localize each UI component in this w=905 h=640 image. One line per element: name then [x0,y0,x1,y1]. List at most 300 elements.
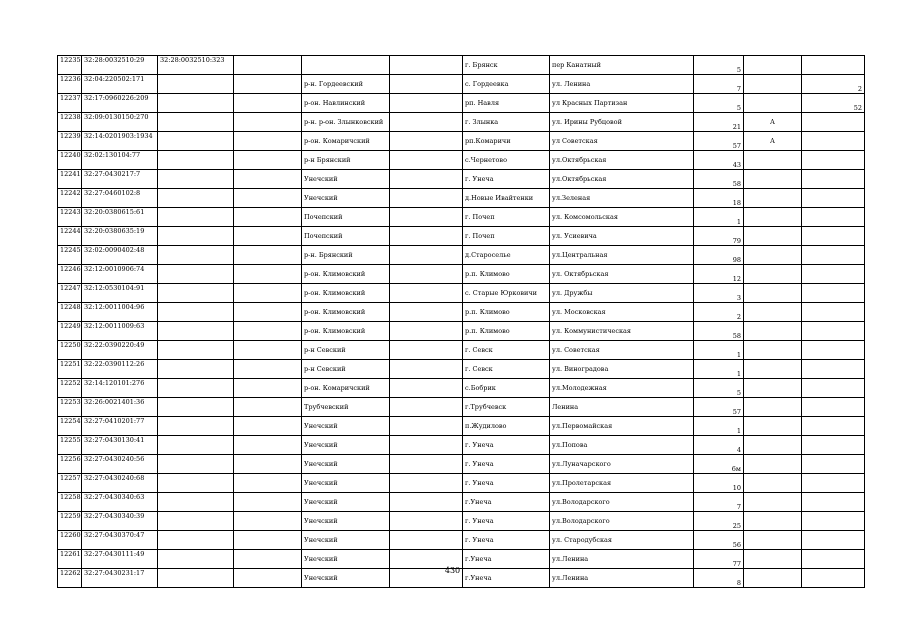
empty-cell [390,94,463,113]
street-cell: ул Советская [550,132,694,151]
empty-cell [390,208,463,227]
house-letter-cell [744,151,802,170]
house-number-cell: 8 [694,569,744,588]
district-cell [302,56,390,75]
empty-cell [234,265,302,284]
record-number-cell: 12259 [58,512,82,531]
table-row [58,151,865,170]
table-row [58,94,865,113]
parent-cadastral-number-cell [158,417,234,436]
house-number-cell: 79 [694,227,744,246]
house-number-cell: 77 [694,550,744,569]
street-cell: ул.Октябрьская [550,170,694,189]
apartment-cell [802,265,865,284]
street-cell: Ленина [550,398,694,417]
parent-cadastral-number-cell [158,170,234,189]
empty-cell [234,531,302,550]
empty-cell [234,151,302,170]
record-number-cell: 12258 [58,493,82,512]
house-letter-cell [744,265,802,284]
house-letter-cell [744,341,802,360]
house-letter-cell [744,170,802,189]
record-number-cell: 12235 [58,56,82,75]
parent-cadastral-number-cell [158,379,234,398]
house-number-cell: 12 [694,265,744,284]
empty-cell [234,246,302,265]
record-number-cell: 12252 [58,379,82,398]
empty-cell [234,398,302,417]
cadastral-number-cell: 32:12:0010906:74 [82,265,158,284]
cadastral-number-cell: 32:12:0530104:91 [82,284,158,303]
settlement-cell: р.п. Климово [463,322,550,341]
empty-cell [234,322,302,341]
house-number-cell: 58 [694,322,744,341]
settlement-cell: с.Чернетово [463,151,550,170]
settlement-cell: г. Унеча [463,455,550,474]
parent-cadastral-number-cell [158,151,234,170]
street-cell: ул.Зеленая [550,189,694,208]
house-letter-cell: А [744,132,802,151]
street-cell: ул. Дружбы [550,284,694,303]
cadastral-number-cell: 32:20:0380635:19 [82,227,158,246]
district-cell: р-н. Брянский [302,246,390,265]
empty-cell [234,379,302,398]
empty-cell [390,189,463,208]
table-row [58,417,865,436]
house-number-cell: 3 [694,284,744,303]
record-number-cell: 12241 [58,170,82,189]
parent-cadastral-number-cell [158,341,234,360]
record-number-cell: 12260 [58,531,82,550]
house-letter-cell [744,455,802,474]
table-row [58,227,865,246]
apartment-cell [802,360,865,379]
settlement-cell: г. Брянск [463,56,550,75]
register-table [57,55,865,588]
cadastral-number-cell: 32:28:0032510:29 [82,56,158,75]
apartment-cell [802,189,865,208]
house-letter-cell [744,246,802,265]
house-number-cell: 18 [694,189,744,208]
house-letter-cell [744,94,802,113]
record-number-cell: 12249 [58,322,82,341]
house-number-cell: 21 [694,113,744,132]
table-row [58,322,865,341]
district-cell: р-он. Навлинский [302,94,390,113]
settlement-cell: г. Севск [463,341,550,360]
cadastral-number-cell: 32:27:0430111:49 [82,550,158,569]
empty-cell [390,246,463,265]
record-number-cell: 12247 [58,284,82,303]
settlement-cell: рп.Комаричи [463,132,550,151]
record-number-cell: 12237 [58,94,82,113]
street-cell: ул.Центральная [550,246,694,265]
empty-cell [390,360,463,379]
table-row [58,265,865,284]
district-cell: Унечский [302,550,390,569]
house-letter-cell [744,208,802,227]
cadastral-number-cell: 32:27:0430231:17 [82,569,158,588]
house-letter-cell [744,474,802,493]
parent-cadastral-number-cell [158,227,234,246]
apartment-cell [802,170,865,189]
settlement-cell: г. Унеча [463,474,550,493]
cadastral-number-cell: 32:27:0430340:63 [82,493,158,512]
empty-cell [390,265,463,284]
district-cell: Унечский [302,189,390,208]
empty-cell [390,531,463,550]
empty-cell [390,151,463,170]
settlement-cell: г.Унеча [463,569,550,588]
house-letter-cell [744,436,802,455]
empty-cell [390,341,463,360]
record-number-cell: 12239 [58,132,82,151]
house-number-cell: 56 [694,531,744,550]
record-number-cell: 12248 [58,303,82,322]
apartment-cell [802,132,865,151]
empty-cell [234,284,302,303]
table-row [58,284,865,303]
table-row [58,113,865,132]
street-cell: ул.Попова [550,436,694,455]
empty-cell [234,303,302,322]
district-cell: Унечский [302,455,390,474]
house-number-cell: 2 [694,303,744,322]
house-number-cell: 5 [694,56,744,75]
empty-cell [390,284,463,303]
table-row [58,493,865,512]
empty-cell [234,474,302,493]
table-row [58,189,865,208]
settlement-cell: д.Староселье [463,246,550,265]
settlement-cell: г. Унеча [463,170,550,189]
settlement-cell: с.Бобрик [463,379,550,398]
house-letter-cell: А [744,113,802,132]
district-cell: р-он. Комаричский [302,379,390,398]
parent-cadastral-number-cell [158,284,234,303]
empty-cell [234,75,302,94]
empty-cell [234,227,302,246]
apartment-cell [802,379,865,398]
cadastral-number-cell: 32:27:0430240:56 [82,455,158,474]
settlement-cell: г.Унеча [463,550,550,569]
table-row [58,455,865,474]
house-number-cell: 1 [694,341,744,360]
empty-cell [234,132,302,151]
empty-cell [234,94,302,113]
apartment-cell [802,436,865,455]
empty-cell [234,493,302,512]
settlement-cell: г.Трубчевск [463,398,550,417]
settlement-cell: г. Севск [463,360,550,379]
street-cell: ул.Молодежная [550,379,694,398]
table-row [58,208,865,227]
cadastral-number-cell: 32:04:220502:171 [82,75,158,94]
house-number-cell: 10 [694,474,744,493]
table-row [58,512,865,531]
apartment-cell [802,208,865,227]
table-row [58,56,865,75]
house-letter-cell [744,75,802,94]
street-cell: ул. Московская [550,303,694,322]
house-number-cell: 98 [694,246,744,265]
record-number-cell: 12257 [58,474,82,493]
district-cell: Унечский [302,531,390,550]
empty-cell [234,512,302,531]
house-number-cell: 1 [694,417,744,436]
cadastral-number-cell: 32:12:0011004:96 [82,303,158,322]
cadastral-number-cell: 32:02:0090402:48 [82,246,158,265]
house-number-cell: 58 [694,170,744,189]
district-cell: р-н Севский [302,360,390,379]
district-cell: Унечский [302,170,390,189]
empty-cell [234,436,302,455]
table-row [58,436,865,455]
parent-cadastral-number-cell [158,75,234,94]
house-letter-cell [744,493,802,512]
house-number-cell: 6м [694,455,744,474]
parent-cadastral-number-cell: 32:28:0032510:323 [158,56,234,75]
empty-cell [234,56,302,75]
settlement-cell: с. Гордеевка [463,75,550,94]
parent-cadastral-number-cell [158,436,234,455]
street-cell: ул. Стародубская [550,531,694,550]
district-cell: р-н Брянский [302,151,390,170]
house-letter-cell [744,531,802,550]
district-cell: р-он. Климовский [302,284,390,303]
cadastral-number-cell: 32:27:0430370:47 [82,531,158,550]
record-number-cell: 12238 [58,113,82,132]
district-cell: р-он. Комаричский [302,132,390,151]
table-row [58,246,865,265]
apartment-cell [802,512,865,531]
empty-cell [390,56,463,75]
cadastral-number-cell: 32:27:0460102:8 [82,189,158,208]
empty-cell [390,474,463,493]
record-number-cell: 12262 [58,569,82,588]
house-letter-cell [744,398,802,417]
table-row [58,474,865,493]
street-cell: ул.Ленина [550,569,694,588]
apartment-cell [802,56,865,75]
street-cell: ул. Усиевича [550,227,694,246]
district-cell: р-н. р-он. Злынковский [302,113,390,132]
settlement-cell: г. Почеп [463,227,550,246]
house-letter-cell [744,360,802,379]
empty-cell [234,455,302,474]
house-number-cell: 7 [694,493,744,512]
street-cell: пер Канатный [550,56,694,75]
parent-cadastral-number-cell [158,246,234,265]
record-number-cell: 12243 [58,208,82,227]
apartment-cell [802,474,865,493]
table-row [58,379,865,398]
district-cell: Унечский [302,569,390,588]
page-number: 430 [444,566,461,575]
record-number-cell: 12253 [58,398,82,417]
district-cell: Почепский [302,208,390,227]
district-cell: Почепский [302,227,390,246]
settlement-cell: п.Жудилово [463,417,550,436]
parent-cadastral-number-cell [158,512,234,531]
cadastral-number-cell: 32:17:0960226:209 [82,94,158,113]
settlement-cell: г. Почеп [463,208,550,227]
record-number-cell: 12254 [58,417,82,436]
house-letter-cell [744,417,802,436]
house-number-cell: 25 [694,512,744,531]
street-cell: ул.Володарского [550,512,694,531]
street-cell: ул.Луначарского [550,455,694,474]
settlement-cell: г. Унеча [463,436,550,455]
district-cell: р-он. Климовский [302,265,390,284]
cadastral-number-cell: 32:20:0380615:61 [82,208,158,227]
empty-cell [234,417,302,436]
house-number-cell: 5 [694,94,744,113]
cadastral-number-cell: 32:22:0390112:26 [82,360,158,379]
table-row [58,531,865,550]
parent-cadastral-number-cell [158,360,234,379]
cadastral-number-cell: 32:27:0430130:41 [82,436,158,455]
parent-cadastral-number-cell [158,265,234,284]
cadastral-number-cell: 32:27:0410201:77 [82,417,158,436]
record-number-cell: 12245 [58,246,82,265]
settlement-cell: г.Унеча [463,493,550,512]
parent-cadastral-number-cell [158,113,234,132]
parent-cadastral-number-cell [158,398,234,417]
street-cell: ул.Володарского [550,493,694,512]
cadastral-number-cell: 32:14:0201903:1934 [82,132,158,151]
empty-cell [234,341,302,360]
house-number-cell: 43 [694,151,744,170]
apartment-cell [802,341,865,360]
street-cell: ул. Ленина [550,75,694,94]
district-cell: Унечский [302,417,390,436]
empty-cell [234,208,302,227]
record-number-cell: 12250 [58,341,82,360]
apartment-cell [802,303,865,322]
cadastral-number-cell: 32:27:0430340:39 [82,512,158,531]
house-letter-cell [744,322,802,341]
settlement-cell: г. Унеча [463,531,550,550]
table-row [58,75,865,94]
house-letter-cell [744,189,802,208]
district-cell: Унечский [302,436,390,455]
parent-cadastral-number-cell [158,322,234,341]
apartment-cell [802,227,865,246]
apartment-cell [802,493,865,512]
apartment-cell [802,151,865,170]
cadastral-number-cell: 32:12:0011009:63 [82,322,158,341]
house-number-cell: 57 [694,132,744,151]
parent-cadastral-number-cell [158,208,234,227]
settlement-cell: с. Старые Юрковичи [463,284,550,303]
apartment-cell [802,398,865,417]
table-row [58,360,865,379]
empty-cell [234,360,302,379]
district-cell: Трубчевский [302,398,390,417]
empty-cell [390,493,463,512]
empty-cell [390,303,463,322]
table-row [58,132,865,151]
parent-cadastral-number-cell [158,455,234,474]
house-number-cell: 57 [694,398,744,417]
apartment-cell [802,246,865,265]
apartment-cell [802,455,865,474]
street-cell: ул. Комсомольская [550,208,694,227]
district-cell: р-н. Гордеевский [302,75,390,94]
street-cell: ул. Виноградова [550,360,694,379]
empty-cell [390,75,463,94]
district-cell: Унечский [302,493,390,512]
street-cell: ул. Коммунистическая [550,322,694,341]
empty-cell [390,322,463,341]
district-cell: Унечский [302,512,390,531]
record-number-cell: 12240 [58,151,82,170]
apartment-cell [802,284,865,303]
street-cell: ул. Октябрьская [550,265,694,284]
settlement-cell: д.Новые Ивайтенки [463,189,550,208]
district-cell: р-он. Климовский [302,303,390,322]
parent-cadastral-number-cell [158,303,234,322]
street-cell: ул.Ленина [550,550,694,569]
house-letter-cell [744,379,802,398]
empty-cell [390,170,463,189]
settlement-cell: р.п. Климово [463,303,550,322]
cadastral-number-cell: 32:09:0130150:270 [82,113,158,132]
apartment-cell [802,417,865,436]
empty-cell [390,455,463,474]
empty-cell [390,379,463,398]
apartment-cell: 52 [802,94,865,113]
record-number-cell: 12244 [58,227,82,246]
register-table-body [58,56,865,588]
table-row [58,170,865,189]
cadastral-number-cell: 32:22:0390220:49 [82,341,158,360]
parent-cadastral-number-cell [158,132,234,151]
apartment-cell: 2 [802,75,865,94]
settlement-cell: г. Унеча [463,512,550,531]
street-cell: ул.Октябрьская [550,151,694,170]
parent-cadastral-number-cell [158,474,234,493]
parent-cadastral-number-cell [158,493,234,512]
cadastral-number-cell: 32:02:130104:77 [82,151,158,170]
house-number-cell: 7 [694,75,744,94]
house-number-cell: 4 [694,436,744,455]
empty-cell [390,113,463,132]
street-cell: ул. Ирины Рубцовой [550,113,694,132]
cadastral-number-cell: 32:27:0430240:68 [82,474,158,493]
apartment-cell [802,531,865,550]
house-number-cell: 1 [694,360,744,379]
house-letter-cell [744,303,802,322]
street-cell: ул.Первомайская [550,417,694,436]
street-cell: ул. Советская [550,341,694,360]
settlement-cell: р.п. Климово [463,265,550,284]
settlement-cell: рп. Навля [463,94,550,113]
empty-cell [390,417,463,436]
record-number-cell: 12242 [58,189,82,208]
settlement-cell: г. Злынка [463,113,550,132]
empty-cell [390,436,463,455]
house-letter-cell [744,512,802,531]
table-row [58,341,865,360]
table-row [58,303,865,322]
empty-cell [234,170,302,189]
empty-cell [390,227,463,246]
house-letter-cell [744,284,802,303]
house-letter-cell [744,56,802,75]
street-cell: ул Красных Партизан [550,94,694,113]
